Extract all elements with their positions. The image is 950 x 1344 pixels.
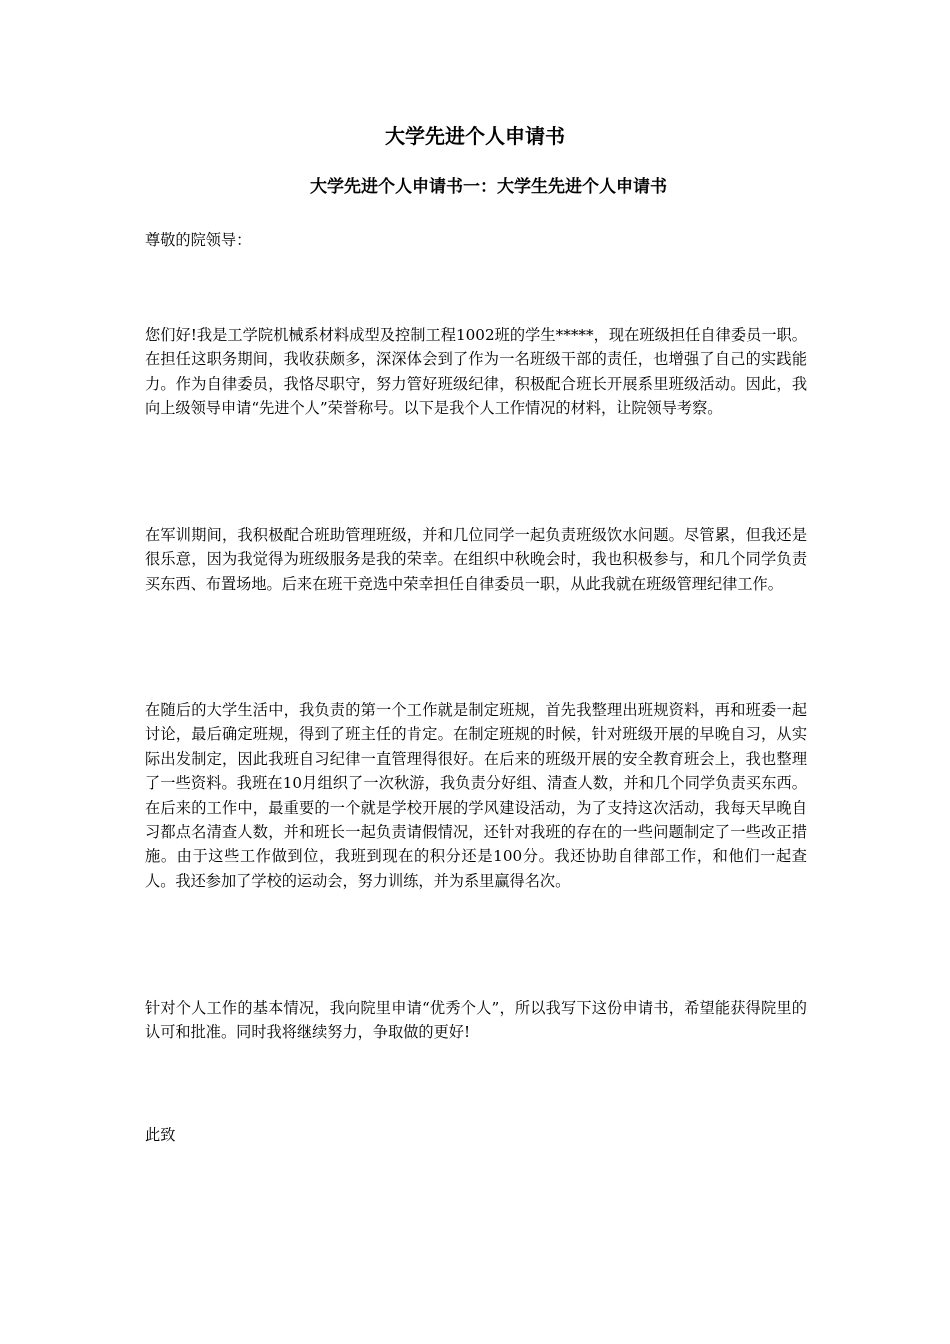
document-title: 大学先进个人申请书 xyxy=(385,124,565,148)
paragraph-request: 针对个人工作的基本情况，我向院里申请“优秀个人”，所以我写下这份申请书，希望能获得院里的认可和批准。同时我将继续努力，争取做的更好! xyxy=(145,999,807,1042)
closing: 此致 xyxy=(145,1126,176,1144)
paragraph-military-training: 在军训期间，我积极配合班助管理班级，并和几位同学一起负责班级饮水问题。尽管累，但我还是很乐意，因为我觉得为班级服务是我的荣幸。在组织中秋晚会时，我也积极参与，和几个同学负责买东西、布置场地。后来在班干竞选中荣幸担任自律委员一职，从此我就在班级管理纪律工作。 xyxy=(145,526,807,593)
paragraph-college-life: 在随后的大学生活中，我负责的第一个工作就是制定班规，首先我整理出班规资料，再和班委一起讨论，最后确定班规，得到了班主任的肯定。在制定班规的时候，针对班级开展的早晚自习，从实际出发制定，因此我班自习纪律一直管理得很好。在后来的班级开展的安全教育班会上，我也整理了一些资料。我班在10月组织了一次秋游，我负责分好组、清查人数，并和几个同学负责买东西。在后来的工作中，最重要的一个就是学校开展的学风建设活动，为了支持这次活动，我每天早晚自习都点名清查人数，并和班长一起负责请假情况，还针对我班的存在的一些问题制定了一些改正措施。由于这些工作做到位，我班到现在的积分还是100分。我还协助自律部工作，和他们一起查人。我还参加了学校的运动会，努力训练，并为系里赢得名次。 xyxy=(145,701,807,890)
paragraph-intro: 您们好!我是工学院机械系材料成型及控制工程1002班的学生*****，现在班级担任自律委员一职。在担任这职务期间，我收获颇多，深深体会到了作为一名班级干部的责任，也增强了自己的实践能力。作为自律委员，我恪尽职守，努力管好班级纪律，积极配合班长开展系里班级活动。因此，我向上级领导申请“先进个人”荣誉称号。以下是我个人工作情况的材料，让院领导考察。 xyxy=(145,326,807,418)
document-subtitle: 大学先进个人申请书一：大学生先进个人申请书 xyxy=(310,177,667,197)
salutation: 尊敬的院领导： xyxy=(145,231,252,249)
